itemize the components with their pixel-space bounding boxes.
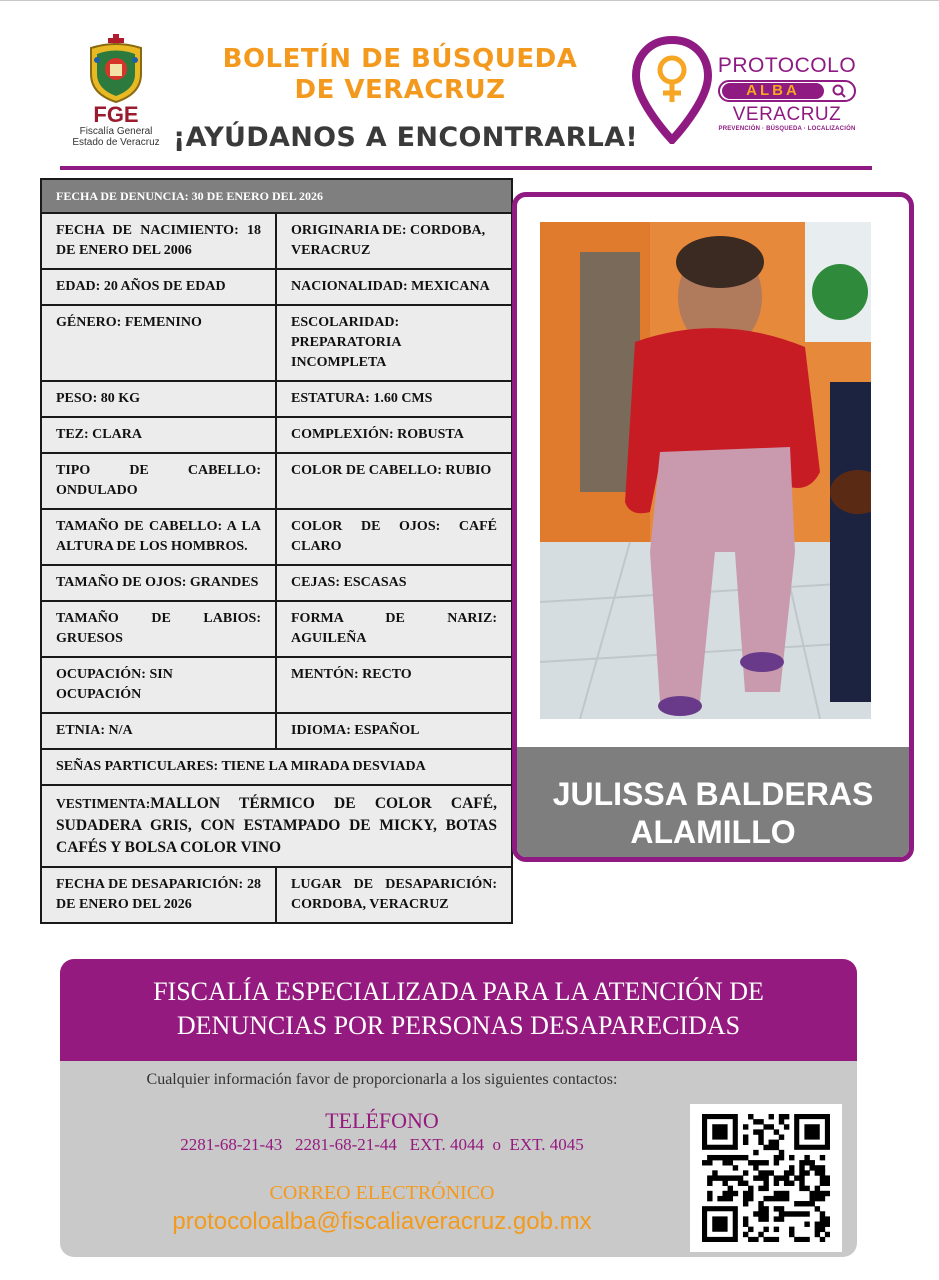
contact-intro: Cualquier información favor de proporcionarla a los siguientes contactos:: [146, 1071, 618, 1088]
missing-person-name: [517, 775, 909, 851]
fge-name-line2: Estado de Veracruz: [72, 137, 160, 148]
table-row: [41, 213, 512, 269]
ocupacion: OCUPACIÓN: SIN OCUPACIÓN: [41, 657, 276, 713]
idioma: IDIOMA: ESPAÑOL: [276, 713, 512, 749]
fiscalia-title: [60, 975, 857, 1043]
edad: EDAD: 20 AÑOS DE EDAD: [41, 269, 276, 305]
table-row: [41, 305, 512, 381]
telefono-numbers[interactable]: 2281-68-21-43 2281-68-21-44 EXT. 4044 o EXT. 4045: [180, 1135, 584, 1154]
table-row: [41, 867, 512, 923]
bulletin-title: [190, 44, 610, 106]
correo-link[interactable]: protocoloalba@fiscaliaveracruz.gob.mx: [172, 1208, 592, 1235]
table-row: [41, 453, 512, 509]
top-border: [0, 0, 939, 1]
alba-protocolo: PROTOCOLO: [717, 54, 857, 77]
cejas: CEJAS: ESCASAS: [276, 565, 512, 601]
female-symbol-icon: [660, 58, 684, 102]
name-line1: JULISSA BALDERAS: [552, 776, 874, 812]
person-photo: [540, 222, 871, 719]
lugar-desaparicion: LUGAR DE DESAPARICIÓN: CORDOBA, VERACRUZ: [276, 867, 512, 923]
header-divider: [60, 166, 872, 170]
estatura: ESTATURA: 1.60 CMS: [276, 381, 512, 417]
tez: TEZ: CLARA: [41, 417, 276, 453]
fge-shield-icon: [85, 34, 147, 104]
fge-logo: [66, 34, 166, 156]
table-row: [41, 381, 512, 417]
photo-card: [512, 192, 914, 862]
help-title: ¡AYÚDANOS A ENCONTRARLA!: [172, 122, 638, 153]
alba-pin-icon: [632, 36, 712, 144]
tamano-ojos: TAMAÑO DE OJOS: GRANDES: [41, 565, 276, 601]
table-row: [41, 657, 512, 713]
table-row: [41, 749, 512, 785]
peso: PESO: 80 KG: [41, 381, 276, 417]
fge-abbreviation: FGE: [93, 102, 139, 127]
fge-name-line1: Fiscalía General: [79, 126, 153, 137]
qr-code-icon[interactable]: [690, 1104, 842, 1252]
alba-tagline: PREVENCIÓN · BÚSQUEDA · LOCALIZACIÓN: [718, 126, 856, 132]
fecha-desaparicion: FECHA DE DESAPARICIÓN: 28 DE ENERO DEL 2026: [41, 867, 276, 923]
genero: GÉNERO: FEMENINO: [41, 305, 276, 381]
vestimenta-label: VESTIMENTA:: [56, 796, 151, 811]
table-row: [41, 269, 512, 305]
name-line2: ALAMILLO: [630, 814, 796, 850]
table-row: [41, 509, 512, 565]
nacionalidad: NACIONALIDAD: MEXICANA: [276, 269, 512, 305]
bulletin-title-line1: BOLETÍN DE BÚSQUEDA: [222, 44, 578, 74]
escolaridad: ESCOLARIDAD: PREPARATORIA INCOMPLETA: [276, 305, 512, 381]
tamano-cabello: TAMAÑO DE CABELLO: A LA ALTURA DE LOS HOMBROS.: [41, 509, 276, 565]
bulletin-title-line2: DE VERACRUZ: [294, 75, 506, 105]
fecha-denuncia: FECHA DE DENUNCIA: 30 DE ENERO DEL 2026: [41, 179, 512, 213]
alba-word: ALBA: [722, 83, 824, 99]
vestimenta: [41, 785, 512, 867]
forma-nariz: FORMA DE NARIZ: AGUILEÑA: [276, 601, 512, 657]
table-row: [41, 179, 512, 213]
color-cabello: COLOR DE CABELLO: RUBIO: [276, 453, 512, 509]
tamano-labios: TAMAÑO DE LABIOS: GRUESOS: [41, 601, 276, 657]
table-row: [41, 417, 512, 453]
complexion: COMPLEXIÓN: ROBUSTA: [276, 417, 512, 453]
originaria-de: ORIGINARIA DE: CORDOBA, VERACRUZ: [276, 213, 512, 269]
vestimenta-value: MALLON TÉRMICO DE COLOR CAFÉ, SUDADERA GRIS, CON ESTAMPADO DE MICKY, BOTAS CAFÉS Y BOLSA COLOR VINO: [56, 795, 497, 856]
menton: MENTÓN: RECTO: [276, 657, 512, 713]
tipo-cabello: TIPO DE CABELLO: ONDULADO: [41, 453, 276, 509]
telefono-label: TELÉFONO: [325, 1108, 439, 1133]
report-table: [40, 178, 513, 924]
table-row: [41, 601, 512, 657]
fecha-nacimiento: FECHA DE NACIMIENTO: 18 DE ENERO DEL 2006: [41, 213, 276, 269]
table-row: [41, 565, 512, 601]
senas-particulares: SEÑAS PARTICULARES: TIENE LA MIRADA DESVIADA: [41, 749, 512, 785]
alba-logo-text: [712, 54, 862, 132]
fiscalia-line2: DENUNCIAS POR PERSONAS DESAPARECIDAS: [176, 1011, 741, 1040]
etnia: ETNIA: N/A: [41, 713, 276, 749]
table-row: [41, 785, 512, 867]
correo-label: CORREO ELECTRÓNICO: [269, 1182, 495, 1204]
color-ojos: COLOR DE OJOS: CAFÉ CLARO: [276, 509, 512, 565]
fiscalia-line1: FISCALÍA ESPECIALIZADA PARA LA ATENCIÓN DE: [153, 977, 764, 1006]
table-row: [41, 713, 512, 749]
alba-veracruz: VERACRUZ: [732, 104, 842, 125]
alba-pill: [718, 80, 856, 102]
search-icon: [828, 83, 850, 99]
